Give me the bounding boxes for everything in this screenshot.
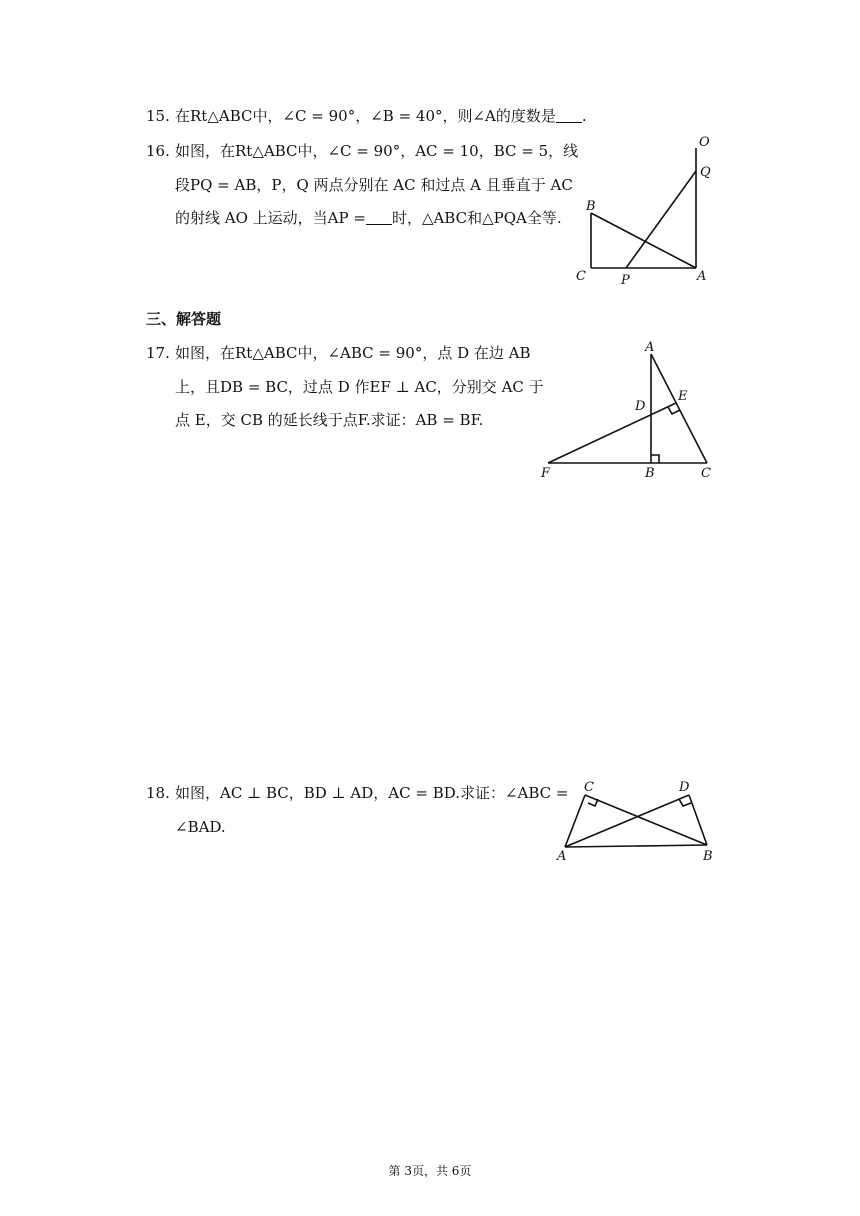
q16-line3-after: 时，△ABC和△PQA全等.	[391, 209, 562, 227]
q18-number: 18.	[146, 784, 170, 802]
q18-segment-CB	[585, 795, 707, 845]
q16-label-A: A	[697, 269, 707, 284]
q18-label-A: A	[557, 849, 567, 864]
q18-line2: ∠BAD.	[175, 818, 226, 836]
page-footer: 第 3页，共 6页	[388, 1164, 472, 1178]
q16-label-P: P	[621, 273, 630, 288]
q15-number: 15.	[146, 107, 170, 125]
q17-label-C: C	[701, 466, 711, 481]
q18-label-B: B	[703, 849, 713, 864]
q16-line1: 如图，在Rt△ABC中，∠C = 90°，AC = 10，BC = 5，线	[175, 142, 579, 160]
q16-label-O: O	[699, 135, 710, 150]
q18-line1: 如图，AC ⊥ BC，BD ⊥ AD，AC = BD.求证：∠ABC =	[175, 784, 569, 802]
q17-label-B: B	[645, 466, 655, 481]
q17-line2: 上，且DB = BC，过点 D 作EF ⊥ AC，分别交 AC 于	[175, 378, 544, 396]
q17-line3: 点 E，交 CB 的延长线于点F.求证：AB = BF.	[175, 411, 484, 429]
q18-right-angle-D	[679, 799, 691, 806]
q15-text-after: .	[581, 107, 587, 125]
q18-segment-AD	[565, 795, 689, 847]
q17-line1: 如图，在Rt△ABC中，∠ABC = 90°，点 D 在边 AB	[175, 344, 531, 362]
q17-label-A: A	[645, 340, 655, 355]
q17-label-D: D	[635, 399, 646, 414]
q17-label-E: E	[678, 389, 688, 404]
q16-number: 16.	[146, 142, 170, 160]
section3-title: 三、解答题	[146, 310, 222, 328]
q18-segment-AB	[565, 845, 707, 847]
q16-label-Q: Q	[700, 165, 711, 180]
q18-label-D: D	[679, 780, 690, 795]
q15-text-before: 在Rt△ABC中，∠C = 90°，∠B = 40°，则∠A的度数是	[175, 107, 556, 125]
q16-line3-before: 的射线 AO 上运动，当AP =	[175, 209, 366, 227]
q17-number: 17.	[146, 344, 170, 362]
q17-label-F: F	[541, 466, 551, 481]
q16-line2: 段PQ = AB，P，Q 两点分别在 AC 和过点 A 且垂直于 AC	[175, 176, 573, 194]
q16-label-C: C	[576, 269, 586, 284]
q16-label-B: B	[586, 199, 596, 214]
q18-label-C: C	[584, 780, 594, 795]
q18-segment-DB	[689, 795, 707, 845]
